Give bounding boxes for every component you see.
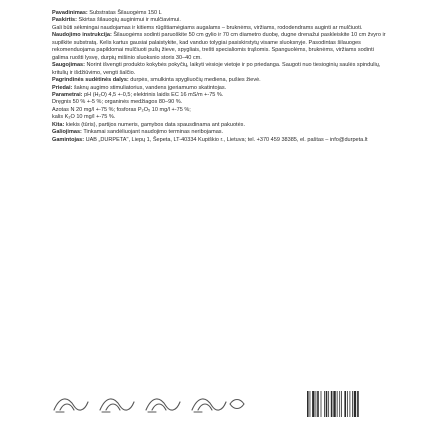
wave-ornament-icon <box>52 392 248 416</box>
barcode-bar <box>331 391 333 417</box>
paragraph-components <box>52 77 388 84</box>
paragraph-manufacturer <box>52 137 388 144</box>
paragraph-text: Azotas N 20 mg/l +-75 %; fosforas P₂O₅ 10 mg/l +-75 %; <box>52 106 191 113</box>
paragraph-label: Paskirtis: <box>52 17 77 24</box>
paragraph-text: Šilauogėms sodinti paruoškite 50 cm gylio ir 70 cm diametro duobę, dugne drenažui paskleiskite 10 cm žvyro ir supilkite substratą. Kelis kartus gausiai palaistykite, kad vanduo tolygiai pasiskirstytų visame sluoksnyje. Pasodintas šilauoges rekomenduojama papildomai mulčiuoti pušų žieve, spygliais, trešti specialiomis trąšomis. Spanguolėms, bruknėms, viržiams sodinti galima ruošti lysvę, durpių mišinio sluoksnio storis 30–40 cm. <box>52 32 386 61</box>
paragraph-parameters-k <box>52 114 388 121</box>
paragraph-text: kalis K₂O 10 mg/l +-75 %. <box>52 114 116 121</box>
paragraph-label: Parametrai: <box>52 91 83 98</box>
barcode-bar <box>317 391 319 417</box>
paragraph-text: Tinkamai sandėliuojant naudojimo terminas neribojamas. <box>81 129 224 136</box>
barcode-bar <box>339 391 340 417</box>
paragraph-text: pH (H₂O) 4,5 +-0,5; elektrinis laidis EC 16 mS/m +-75 %. <box>82 91 224 98</box>
paragraph-purpose <box>52 17 388 24</box>
paragraph-instructions <box>52 32 388 62</box>
paragraph-additives <box>52 85 388 92</box>
barcode-bar <box>326 391 328 417</box>
barcode-bar <box>333 391 335 417</box>
paragraph-text: durpės, smulkinta spygliuočių mediena, pušies žievė. <box>128 77 261 84</box>
paragraph-text: Skirtas šilauogių auginimui ir mulčiavimui. <box>76 17 181 24</box>
paragraph-label: Pagrindinės sudėtinės dalys: <box>52 77 129 84</box>
barcode-bar <box>354 391 356 417</box>
paragraph-label: Pavadinimas: <box>52 10 88 16</box>
paragraph-name <box>52 10 388 17</box>
paragraph-other <box>52 122 388 129</box>
paragraph-text: Norint išvengti produkto kokybės pokyčių, laikyti vėsioje vietoje ir po priedanga. Saugoti nuo tiesioginių saulės spindulių, kritulių ir išdžiūvimo, vengti šalčio. <box>52 62 381 76</box>
barcode-bar <box>321 391 322 417</box>
barcode-icon <box>306 390 378 418</box>
paragraph-validity <box>52 129 388 136</box>
barcode-bar <box>344 391 346 417</box>
paragraph-label: Naudojimo instrukcija: <box>52 32 112 39</box>
paragraph-text: Substratas Šilauogėms 150 L <box>87 10 162 16</box>
barcode-bar <box>357 391 359 417</box>
barcode-bar <box>324 391 325 417</box>
paragraph-storage <box>52 62 388 77</box>
barcode-bar <box>328 391 329 417</box>
paragraph-text: kiekis (tūris), partijos numeris, gamybos data spausdinama ant pakuotės. <box>64 121 245 128</box>
barcode-bar <box>307 391 309 417</box>
paragraph-label: Galiojimas: <box>52 129 82 136</box>
paragraph-parameters-moisture <box>52 99 388 106</box>
paragraph-text: Dręgnis 50 % +-5 %; organinės medžiagos 80–90 %. <box>52 99 183 106</box>
barcode-bar <box>341 391 342 417</box>
paragraph-label: Saugojimas: <box>52 62 85 69</box>
barcode-bar <box>310 391 311 417</box>
barcode-bar <box>337 391 338 417</box>
paragraph-parameters-np <box>52 107 388 114</box>
paragraph-label: Priedai: <box>52 84 73 91</box>
barcode-bar <box>352 391 353 417</box>
paragraph-text: šaknų augimo stimuliatorius, vandens įgeriamumo skatintojas. <box>72 84 227 91</box>
label-footer <box>52 390 378 422</box>
barcode-bar <box>312 391 314 417</box>
barcode-bar <box>347 391 348 417</box>
barcode-bar <box>316 391 317 417</box>
paragraph-label: Gamintojas: <box>52 136 85 143</box>
paragraph-parameters <box>52 92 388 99</box>
barcode-bar <box>350 391 351 417</box>
paragraph-text: Gali būti sėkmingai naudojamas ir kitiems rūgštiamėgiams augalams – bruknėms, viržiams, rododendrams auginti ar mulčiuoti. <box>52 24 363 31</box>
product-description <box>52 10 388 144</box>
paragraph-text: UAB „DURPETA", Liepų 1, Šepeta, LT-40334 Kupiškio r., Lietuva; tel. +370 459 38385, el. paštas – info@durpeta.lt <box>84 136 368 143</box>
paragraph-label: Kita: <box>52 121 65 128</box>
